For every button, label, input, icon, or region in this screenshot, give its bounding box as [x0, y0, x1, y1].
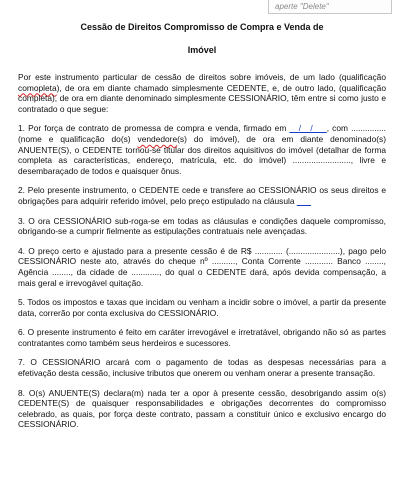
clause-4: 4. O preço certo e ajustado para a presente cessão é de R$ ............ (......................), pago pelo CESSIONÁRIO neste ato, através do cheque nº .........., Conta Corrente ............ Banco ........, Agência ........, da cidade de ............, do qual o CEDENTE dará, após devida compensação, a mais geral e irrevogável quitação. [18, 245, 386, 288]
clause-6: 6. O presente instrumento é feito em caráter irrevogável e irretratável, obrigando não só as partes contratantes como também seus herdeiros e sucessores. [18, 327, 386, 348]
title-line-1: Cessão de Direitos Compromisso de Compra e Venda de [80, 22, 324, 32]
clause-5: 5. Todos os impostos e taxas que incidam ou venham a incidir sobre o imóvel, a partir da presente data, correrão por conta exclusiva do CESSIONÁRIO. [18, 297, 386, 318]
document-title [18, 22, 386, 56]
date-blank[interactable]: __/__/___ [289, 123, 327, 134]
document-body [18, 22, 386, 439]
intro-paragraph: Por este instrumento particular de cessão de direitos sobre imóveis, de um lado (qualificação comopleta), de ora em diante chamado simplesmente CEDENTE, e, de outro lado, (qualificação completa), de ora em diante denominado simplesmente CESSIONÁRIO, têm entre si como justo e contratado o que segue: [18, 72, 386, 114]
clause-1: 1. Por força de contrato de promessa de compra e venda, firmado em __/__/___, com ............... (nome e qualificação do(s) vendedore(s) do imóvel), de ora em diante denominado(s) ANUENTE(S), o CEDENTE tornou-se titular dos direitos aquisitivos do imóvel (detalhar de forma completa as características, endereço, matrícula, etc. do imóvel) ........................., livre e desembaraçado de todos e quaisquer ônus. [18, 123, 386, 176]
misspelled-word: comopleta [18, 82, 57, 93]
title-line-2: Imóvel [187, 45, 217, 55]
clause-8: 8. O(s) ANUENTE(S) declara(m) nada ter a opor à presente cessão, desobrigando assim o(s) CEDENTE(S) de quaisquer responsabilidades e obrigações decorrentes do compromisso celebrado, as quais, por força deste contrato, passam a constituir único e exclusivo encargo do CESSIONÁRIO. [18, 387, 386, 430]
clause-7: 7. O CESSIONÁRIO arcará com o pagamento de todas as despesas necessárias para a efetivação desta cessão, inclusive tributos que onerem ou venham onerar a presente transação. [18, 357, 386, 379]
misspelled-word: vendedore [137, 133, 178, 144]
delete-hint-box: aperte "Delete" [268, 0, 392, 14]
clause-3: 3. O ora CESSIONÁRIO sub-roga-se em todas as cláusulas e condições daquele compromisso, obrigando-se a cumprir fielmente as estipulações contratuais nele avençadas. [18, 215, 386, 237]
clause-2: 2. Pelo presente instrumento, o CEDENTE cede e transfere ao CESSIONÁRIO os seus direitos e obrigações para adquirir referido imóvel, pelo preço estipulado na cláusula ___ [18, 185, 386, 206]
clause-number-blank[interactable]: ___ [296, 195, 311, 206]
